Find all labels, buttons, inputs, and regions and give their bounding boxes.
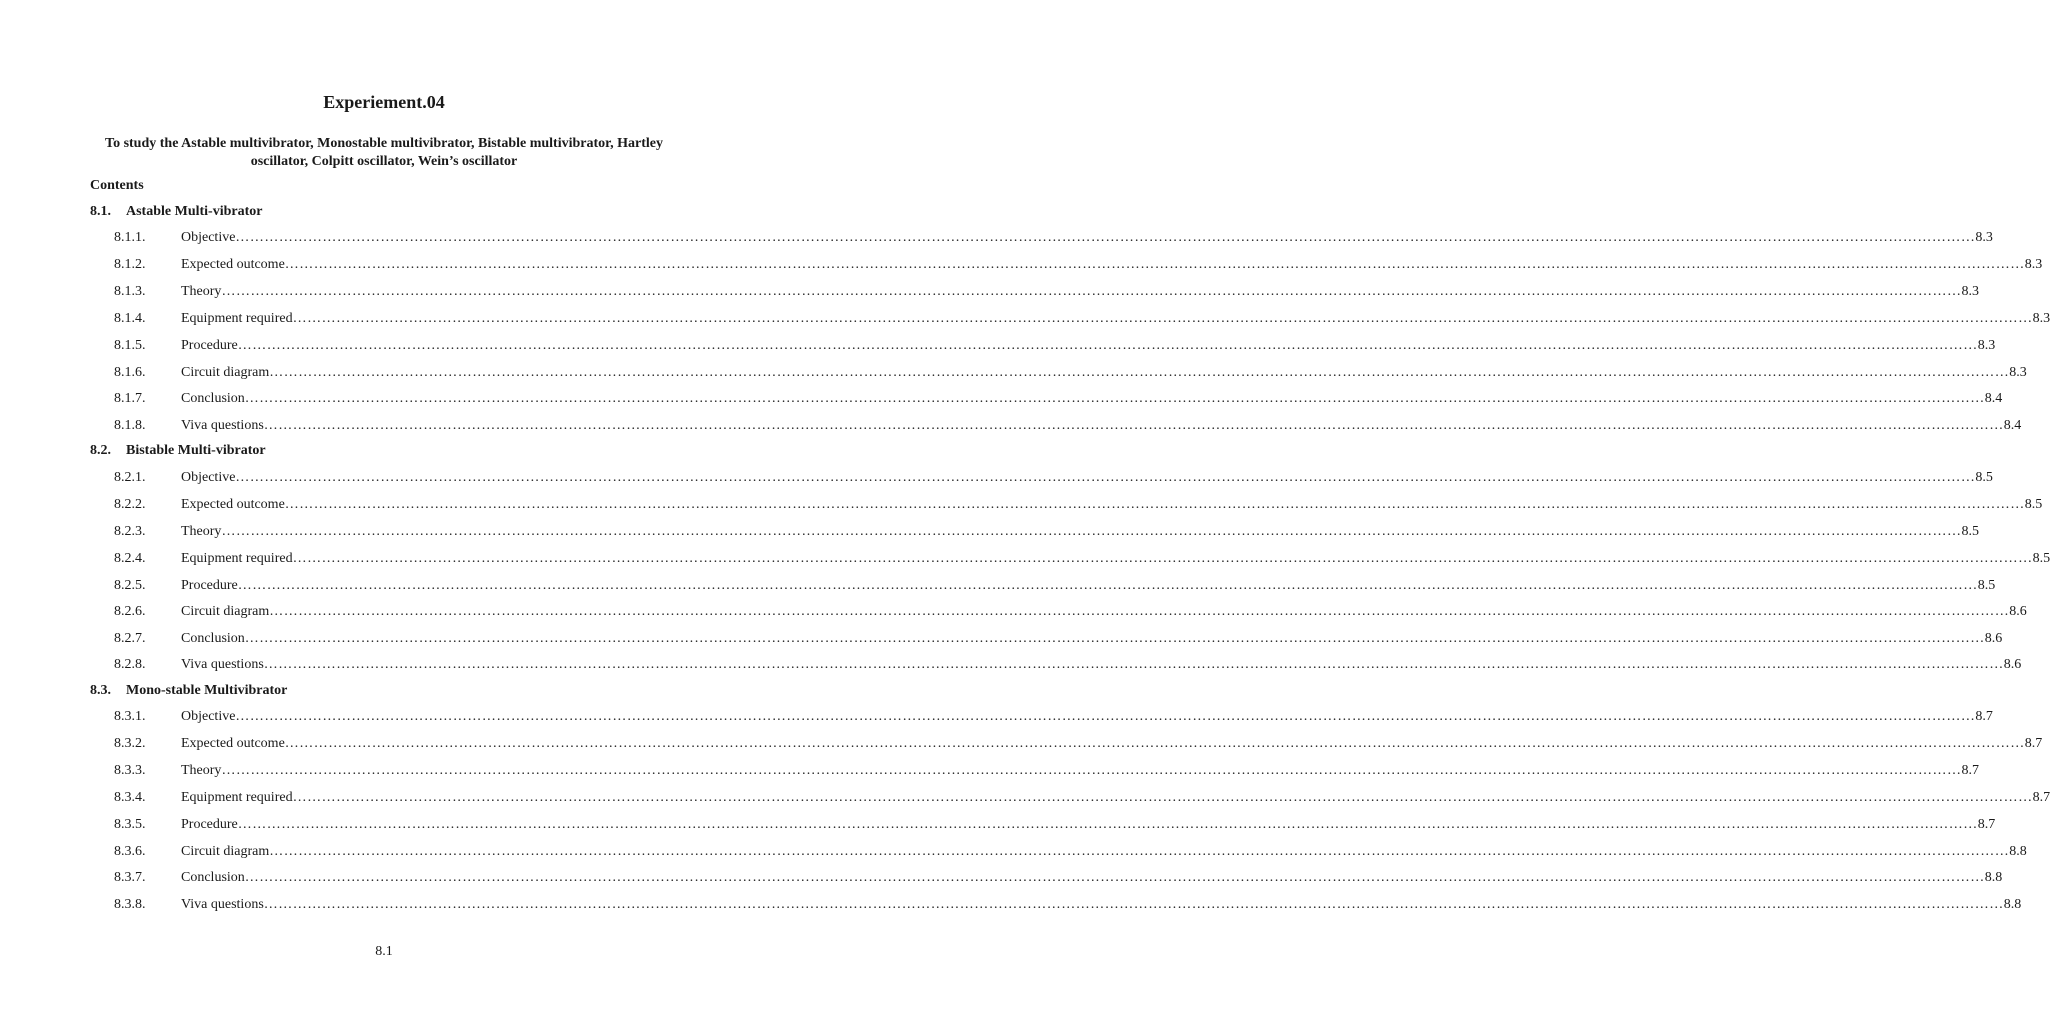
toc-entry[interactable] xyxy=(114,470,1993,488)
toc-entry-page: 8.4 xyxy=(1984,391,2003,406)
dot-leader: ……………………………………………………………………………………………………………………………………………………………………………………………………………………………………………………………………………………………………………………………… xyxy=(237,817,1978,832)
toc-entry-label: Procedure xyxy=(181,338,238,353)
toc-entry[interactable] xyxy=(114,257,2043,275)
toc-entry-label: Equipment required xyxy=(181,311,293,326)
toc-entry-label: Circuit diagram xyxy=(181,844,270,859)
toc-entry-label: Conclusion xyxy=(181,870,245,885)
toc-entry-label: Expected outcome xyxy=(181,257,285,272)
dot-leader: ……………………………………………………………………………………………………………………………………………………………………………………………………………………………………………………………………………………………………………………………… xyxy=(237,578,1978,593)
page-number-footer: 8.1 xyxy=(375,944,393,959)
toc-entry[interactable] xyxy=(114,817,1996,835)
toc-entry-number: 8.1.7. xyxy=(114,391,146,406)
toc-entry-page: 8.8 xyxy=(1984,870,2003,885)
toc-entry-label: Theory xyxy=(181,524,222,539)
dot-leader: ……………………………………………………………………………………………………………………………………………………………………………………………………………………………………………………………………………………………………………………………… xyxy=(284,497,2025,512)
toc-entry-page: 8.6 xyxy=(1984,631,2003,646)
dot-leader: ……………………………………………………………………………………………………………………………………………………………………………………………………………………………………………………………………………………………………………………………… xyxy=(237,338,1978,353)
toc-entry-label: Circuit diagram xyxy=(181,604,270,619)
toc-entry-page: 8.5 xyxy=(2032,551,2050,566)
toc-entry-label: Viva questions xyxy=(181,418,264,433)
dot-leader: ……………………………………………………………………………………………………………………………………………………………………………………………………………………………………………………………………………………………………………………………… xyxy=(244,870,1985,885)
dot-leader: ……………………………………………………………………………………………………………………………………………………………………………………………………………………………………………………………………………………………………………………………… xyxy=(263,418,2004,433)
dot-leader: ……………………………………………………………………………………………………………………………………………………………………………………………………………………………………………………………………………………………………………………………… xyxy=(269,365,2010,380)
section-heading-astable xyxy=(90,204,262,220)
dot-leader: ……………………………………………………………………………………………………………………………………………………………………………………………………………………………………………………………………………………………………………………………… xyxy=(284,736,2025,751)
toc-entry-number: 8.3.7. xyxy=(114,870,146,885)
toc-entry[interactable] xyxy=(114,736,2043,754)
toc-entry-number: 8.3.1. xyxy=(114,709,146,724)
toc-entry-page: 8.7 xyxy=(1975,709,1993,724)
toc-entry-number: 8.3.8. xyxy=(114,897,146,912)
section-heading-bistable xyxy=(90,443,266,459)
dot-leader: ……………………………………………………………………………………………………………………………………………………………………………………………………………………………………………………………………………………………………………………………… xyxy=(235,709,1976,724)
section-number: 8.2. xyxy=(90,443,111,458)
toc-entry-label: Theory xyxy=(181,763,222,778)
toc-entry-number: 8.1.4. xyxy=(114,311,146,326)
toc-entry-label: Objective xyxy=(181,230,236,245)
toc-entry-number: 8.3.6. xyxy=(114,844,146,859)
page-title: Experiement.04 xyxy=(323,92,445,112)
toc-entry-label: Objective xyxy=(181,709,236,724)
toc-entry-page: 8.6 xyxy=(2009,604,2027,619)
section-title: Mono-stable Multivibrator xyxy=(126,683,288,698)
toc-entry-label: Expected outcome xyxy=(181,497,285,512)
dot-leader: ……………………………………………………………………………………………………………………………………………………………………………………………………………………………………………………………………………………………………………………………… xyxy=(269,604,2010,619)
toc-entry-page: 8.8 xyxy=(2009,844,2027,859)
dot-leader: ……………………………………………………………………………………………………………………………………………………………………………………………………………………………………………………………………………………………………………………………… xyxy=(221,284,1962,299)
toc-entry[interactable] xyxy=(114,631,2003,649)
toc-entry-number: 8.3.5. xyxy=(114,817,146,832)
toc-entry-page: 8.3 xyxy=(1975,230,1993,245)
toc-entry-page: 8.4 xyxy=(2003,418,2022,433)
toc-entry[interactable] xyxy=(114,897,2022,915)
toc-entry-number: 8.1.5. xyxy=(114,338,146,353)
toc-entry-number: 8.1.8. xyxy=(114,418,146,433)
toc-entry-label: Theory xyxy=(181,284,222,299)
dot-leader: ……………………………………………………………………………………………………………………………………………………………………………………………………………………………………………………………………………………………………………………………… xyxy=(235,230,1976,245)
dot-leader: ……………………………………………………………………………………………………………………………………………………………………………………………………………………………………………………………………………………………………………………………… xyxy=(292,790,2033,805)
section-number: 8.1. xyxy=(90,204,111,219)
dot-leader: ……………………………………………………………………………………………………………………………………………………………………………………………………………………………………………………………………………………………………………………………… xyxy=(244,631,1985,646)
toc-entry-page: 8.5 xyxy=(1975,470,1993,485)
toc-entry-number: 8.3.4. xyxy=(114,790,146,805)
toc-entry-label: Equipment required xyxy=(181,551,293,566)
dot-leader: ……………………………………………………………………………………………………………………………………………………………………………………………………………………………………………………………………………………………………………………………… xyxy=(235,470,1976,485)
toc-entry-number: 8.1.6. xyxy=(114,365,146,380)
toc-entry[interactable] xyxy=(114,763,1979,781)
toc-entry[interactable] xyxy=(114,578,1996,596)
toc-entry-number: 8.1.1. xyxy=(114,230,146,245)
toc-entry-page: 8.3 xyxy=(1961,284,1979,299)
toc-entry[interactable] xyxy=(114,604,2027,622)
dot-leader: ……………………………………………………………………………………………………………………………………………………………………………………………………………………………………………………………………………………………………………………………… xyxy=(269,844,2010,859)
toc-entry-page: 8.8 xyxy=(2003,897,2022,912)
toc-entry-page: 8.7 xyxy=(1961,763,1979,778)
toc-entry[interactable] xyxy=(114,418,2022,436)
toc-entry-label: Conclusion xyxy=(181,631,245,646)
toc-entry-label: Equipment required xyxy=(181,790,293,805)
toc-entry[interactable] xyxy=(114,311,2050,329)
toc-entry-number: 8.2.2. xyxy=(114,497,146,512)
toc-entry-label: Circuit diagram xyxy=(181,365,270,380)
dot-leader: ……………………………………………………………………………………………………………………………………………………………………………………………………………………………………………………………………………………………………………………………… xyxy=(221,763,1962,778)
dot-leader: ……………………………………………………………………………………………………………………………………………………………………………………………………………………………………………………………………………………………………………………………… xyxy=(292,311,2033,326)
toc-entry-number: 8.2.5. xyxy=(114,578,146,593)
toc-entry[interactable] xyxy=(114,497,2043,515)
toc-entry-page: 8.3 xyxy=(1977,338,1996,353)
toc-entry[interactable] xyxy=(114,338,1996,356)
toc-entry[interactable] xyxy=(114,551,2050,569)
toc-entry-page: 8.7 xyxy=(1977,817,1996,832)
toc-entry-label: Procedure xyxy=(181,578,238,593)
toc-entry-number: 8.3.3. xyxy=(114,763,146,778)
toc-entry-number: 8.3.2. xyxy=(114,736,146,751)
dot-leader: ……………………………………………………………………………………………………………………………………………………………………………………………………………………………………………………………………………………………………………………………… xyxy=(263,897,2004,912)
toc-entry-number: 8.2.1. xyxy=(114,470,146,485)
dot-leader: ……………………………………………………………………………………………………………………………………………………………………………………………………………………………………………………………………………………………………………………………… xyxy=(244,391,1985,406)
toc-entry-number: 8.2.3. xyxy=(114,524,146,539)
toc-entry-page: 8.3 xyxy=(2032,311,2050,326)
dot-leader: ……………………………………………………………………………………………………………………………………………………………………………………………………………………………………………………………………………………………………………………………… xyxy=(263,657,2004,672)
contents-heading: Contents xyxy=(90,178,144,193)
dot-leader: ……………………………………………………………………………………………………………………………………………………………………………………………………………………………………………………………………………………………………………………………… xyxy=(292,551,2033,566)
section-number: 8.3. xyxy=(90,683,111,698)
toc-entry[interactable] xyxy=(114,524,1979,542)
toc-entry[interactable] xyxy=(114,284,1979,302)
experiment-subtitle: To study the Astable multivibrator, Monostable multivibrator, Bistable multivibrator, Hartley oscillator, Colpitt oscillator, Wein’s oscillator xyxy=(105,136,663,169)
toc-entry[interactable] xyxy=(114,391,2003,409)
toc-entry-label: Expected outcome xyxy=(181,736,285,751)
toc-entry-label: Conclusion xyxy=(181,391,245,406)
toc-entry[interactable] xyxy=(114,844,2027,862)
toc-entry-page: 8.5 xyxy=(1977,578,1996,593)
toc-entry-page: 8.3 xyxy=(2009,365,2027,380)
toc-entry[interactable] xyxy=(114,230,1993,248)
toc-entry-page: 8.5 xyxy=(2024,497,2043,512)
toc-entry-label: Objective xyxy=(181,470,236,485)
toc-entry-label: Viva questions xyxy=(181,897,264,912)
section-title: Astable Multi-vibrator xyxy=(126,204,263,219)
toc-entry-number: 8.2.8. xyxy=(114,657,146,672)
toc-entry-number: 8.2.7. xyxy=(114,631,146,646)
toc-entry[interactable] xyxy=(114,657,2022,675)
toc-entry-page: 8.6 xyxy=(2003,657,2022,672)
toc-entry-page: 8.5 xyxy=(1961,524,1979,539)
toc-entry-number: 8.1.2. xyxy=(114,257,146,272)
dot-leader: ……………………………………………………………………………………………………………………………………………………………………………………………………………………………………………………………………………………………………………………………… xyxy=(221,524,1962,539)
toc-entry-number: 8.1.3. xyxy=(114,284,146,299)
toc-entry[interactable] xyxy=(114,709,1993,727)
toc-entry-page: 8.7 xyxy=(2024,736,2043,751)
toc-entry-number: 8.2.6. xyxy=(114,604,146,619)
toc-entry-label: Procedure xyxy=(181,817,238,832)
toc-entry[interactable] xyxy=(114,365,2027,383)
toc-entry[interactable] xyxy=(114,870,2003,888)
toc-entry-number: 8.2.4. xyxy=(114,551,146,566)
dot-leader: ……………………………………………………………………………………………………………………………………………………………………………………………………………………………………………………………………………………………………………………………… xyxy=(284,257,2025,272)
section-title: Bistable Multi-vibrator xyxy=(126,443,266,458)
section-heading-monostable xyxy=(90,683,287,699)
toc-entry[interactable] xyxy=(114,790,2050,808)
toc-entry-page: 8.7 xyxy=(2032,790,2050,805)
toc-entry-page: 8.3 xyxy=(2024,257,2043,272)
toc-entry-label: Viva questions xyxy=(181,657,264,672)
